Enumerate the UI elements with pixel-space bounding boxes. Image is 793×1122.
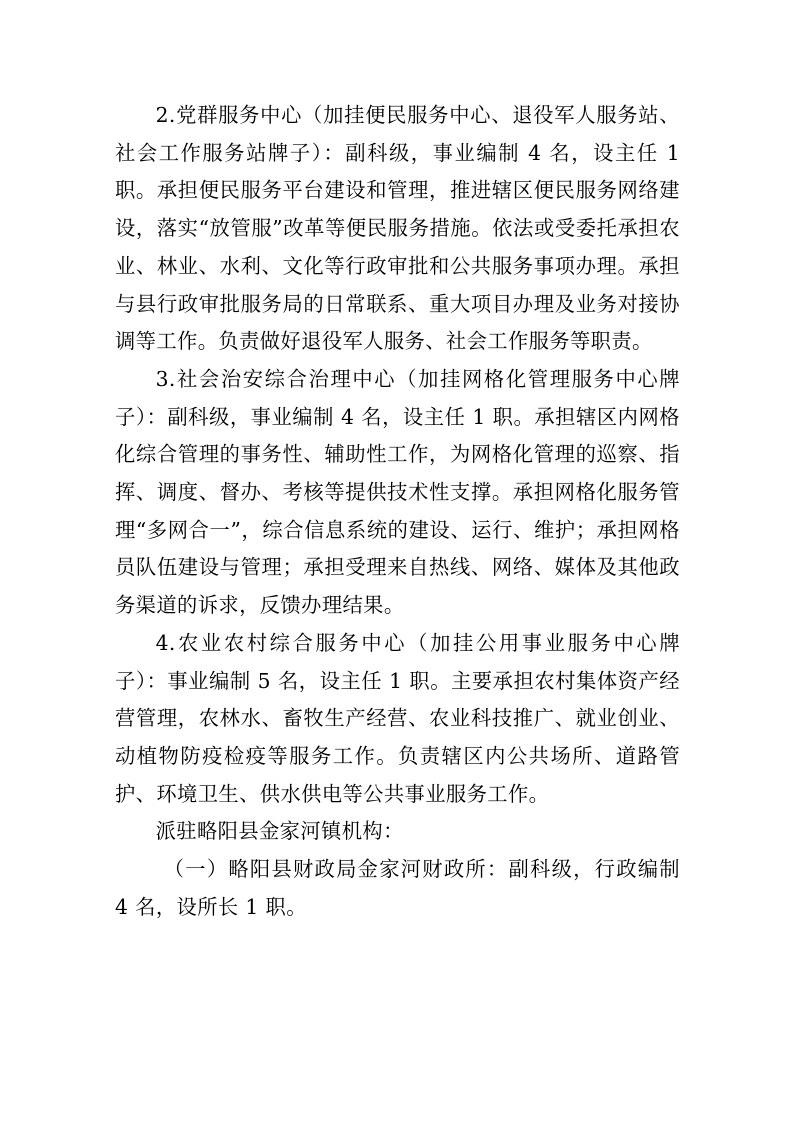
paragraph-finance-office: （一）略阳县财政局金家河财政所：副科级，行政编制 4 名，设所长 1 职。 <box>115 857 680 919</box>
paragraph-dispatched-agencies-heading: 派驻略阳县金家河镇机构： <box>155 819 404 844</box>
document-body <box>115 97 680 926</box>
paragraph-public-security-center: 3.社会治安综合治理中心（加挂网格化管理服务中心牌子）：副科级，事业编制 4 名，设主任 1 职。承担辖区内网格化综合管理的事务性、辅助性工作，为网格化管理的巡察、指挥、调度、督办、考核等提供技术性支撑。承担网格化服务管理“多网合一”，综合信息系统的建设、运行、维护；承担网格员队伍建设与管理；承担受理来自热线、网络、媒体及其他政务渠道的诉求，反馈办理结果。 <box>115 366 680 618</box>
paragraph-agriculture-service-center: 4.农业农村综合服务中心（加挂公用事业服务中心牌子）：事业编制 5 名，设主任 1 职。主要承担农村集体资产经营管理，农林水、畜牧生产经营、农业科技推广、就业创业、动植物防疫检疫等服务工作。负责辖区内公共场所、道路管护、环境卫生、供水供电等公共事业服务工作。 <box>115 630 680 806</box>
paragraph-party-service-center: 2.党群服务中心（加挂便民服务中心、退役军人服务站、社会工作服务站牌子）：副科级，事业编制 4 名，设主任 1 职。承担便民服务平台建设和管理，推进辖区便民服务网络建设，落实“放管服”改革等便民服务措施。依法或受委托承担农业、林业、水利、文化等行政审批和公共服务事项办理。承担与县行政审批服务局的日常联系、重大项目办理及业务对接协调等工作。负责做好退役军人服务、社会工作服务等职责。 <box>115 103 680 354</box>
